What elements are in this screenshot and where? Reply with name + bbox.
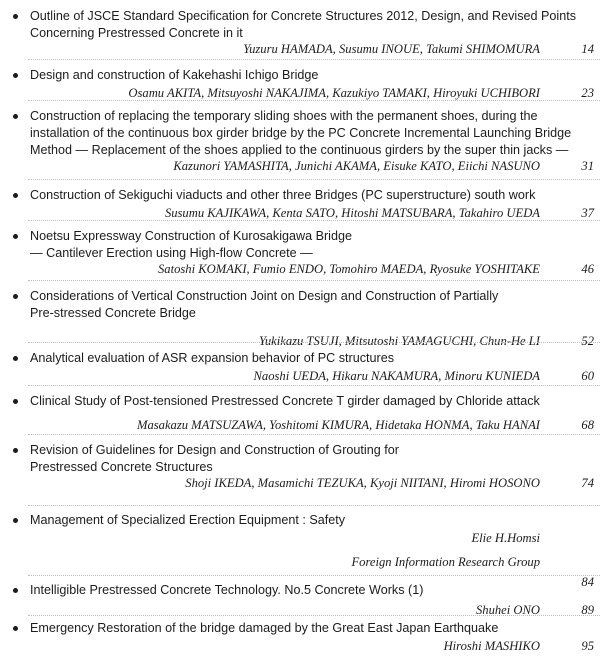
entry-title-line: Method — Replacement of the shoes applied to the continuous girders by the super thin jacks —: [30, 143, 569, 157]
entry-divider: [28, 59, 600, 60]
entry-authors: Shoji IKEDA, Masamichi TEZUKA, Kyoji NIITANI, Hiromi HOSONO: [185, 476, 540, 490]
entry-page-number: 37: [581, 206, 594, 220]
entry-title-line: Construction of Sekiguchi viaducts and other three Bridges (PC superstructure) south work: [30, 188, 536, 202]
entry-authors: Susumu KAJIKAWA, Kenta SATO, Hitoshi MATSUBARA, Takahiro UEDA: [164, 206, 540, 220]
entry-page-number: 84: [581, 575, 594, 589]
entry-divider: [28, 220, 600, 221]
bullet-icon: [13, 518, 18, 523]
entry-title-line: Management of Specialized Erection Equipment : Safety: [30, 513, 346, 527]
entry-page-number: 14: [581, 42, 594, 56]
bullet-icon: [13, 114, 18, 119]
entry-page-number: 95: [581, 639, 594, 653]
bullet-icon: [13, 399, 18, 404]
entry-title: [30, 67, 570, 84]
entry-title-line: installation of the continuous box girder bridge by the PC Concrete Incremental Launching Bridge: [30, 126, 572, 140]
bullet-icon: [13, 626, 18, 631]
entry-affiliation: Foreign Information Research Group: [351, 555, 540, 569]
entry-title: [30, 350, 570, 367]
entry-page-number: 74: [581, 476, 594, 490]
entry-title: [30, 187, 570, 204]
entry-authors: Kazunori YAMASHITA, Junichi AKAMA, Eisuke KATO, Eiichi NASUNO: [173, 159, 540, 173]
entry-authors: Yukikazu TSUJI, Mitsutoshi YAMAGUCHI, Chun-He LI: [259, 334, 540, 348]
entry-title-line: Pre-stressed Concrete Bridge: [30, 306, 196, 320]
entry-divider: [28, 100, 600, 101]
entry-title-line: Emergency Restoration of the bridge damaged by the Great East Japan Earthquake: [30, 621, 499, 635]
bullet-icon: [13, 294, 18, 299]
entry-title-line: — Cantilever Erection using High-flow Concrete —: [30, 246, 313, 260]
entry-title-line: Revision of Guidelines for Design and Construction of Grouting for: [30, 443, 399, 457]
entry-title: [30, 582, 570, 599]
entry-title-line: Clinical Study of Post-tensioned Prestressed Concrete T girder damaged by Chloride attack: [30, 394, 540, 408]
entry-divider: [28, 342, 600, 343]
entry-title: [30, 620, 570, 637]
bullet-icon: [13, 73, 18, 78]
entry-page-number: 89: [581, 603, 594, 617]
entry-title-line: Design and construction of Kakehashi Ichigo Bridge: [30, 68, 319, 82]
entry-title-line: Construction of replacing the temporary sliding shoes with the permanent shoes, during the: [30, 109, 538, 123]
bullet-icon: [13, 588, 18, 593]
entry-title: [30, 108, 570, 159]
bullet-icon: [13, 14, 18, 19]
entry-authors: Yuzuru HAMADA, Susumu INOUE, Takumi SHIMOMURA: [243, 42, 540, 56]
entry-title: [30, 393, 570, 410]
entry-title: [30, 442, 570, 476]
entry-divider: [28, 385, 600, 386]
entry-title-line: Prestressed Concrete Structures: [30, 460, 213, 474]
bullet-icon: [13, 234, 18, 239]
entry-divider: [28, 615, 600, 616]
bullet-icon: [13, 356, 18, 361]
entry-page-number: 60: [581, 369, 594, 383]
entry-title-line: Outline of JSCE Standard Specification for Concrete Structures 2012, Design, and Revised Points: [30, 9, 577, 23]
entry-divider: [28, 575, 600, 576]
entry-authors: Hiroshi MASHIKO: [443, 639, 540, 653]
entry-page-number: 23: [581, 86, 594, 100]
entry-title: [30, 288, 570, 322]
entry-title-line: Intelligible Prestressed Concrete Technology. No.5 Concrete Works (1): [30, 583, 424, 597]
entry-title: [30, 228, 570, 262]
bullet-icon: [13, 193, 18, 198]
entry-divider: [28, 179, 600, 180]
entry-page-number: 46: [581, 262, 594, 276]
entry-divider: [28, 280, 600, 281]
entry-authors: Shuhei ONO: [475, 603, 540, 617]
entry-authors: Masakazu MATSUZAWA, Yoshitomi KIMURA, Hidetaka HONMA, Taku HANAI: [136, 418, 540, 432]
entry-authors: Elie H.Homsi: [471, 531, 540, 545]
entry-title-line: Noetsu Expressway Construction of Kurosakigawa Bridge: [30, 229, 352, 243]
entry-title-line: Considerations of Vertical Construction Joint on Design and Construction of Partially: [30, 289, 499, 303]
entry-divider: [28, 505, 600, 506]
entry-title: [30, 512, 570, 529]
entry-title-line: Concerning Prestressed Concrete in it: [30, 26, 243, 40]
entry-authors: Satoshi KOMAKI, Fumio ENDO, Tomohiro MAEDA, Ryosuke YOSHITAKE: [158, 262, 540, 276]
bullet-icon: [13, 448, 18, 453]
entry-page-number: 52: [581, 334, 594, 348]
entry-title-line: Analytical evaluation of ASR expansion behavior of PC structures: [30, 351, 395, 365]
entry-page-number: 68: [581, 418, 594, 432]
entry-authors: Naoshi UEDA, Hikaru NAKAMURA, Minoru KUNIEDA: [253, 369, 540, 383]
entry-authors: Osamu AKITA, Mitsuyoshi NAKAJIMA, Kazukiyo TAMAKI, Hiroyuki UCHIBORI: [128, 86, 540, 100]
entry-page-number: 31: [581, 159, 594, 173]
entry-title: [30, 8, 577, 42]
entry-divider: [28, 434, 600, 435]
